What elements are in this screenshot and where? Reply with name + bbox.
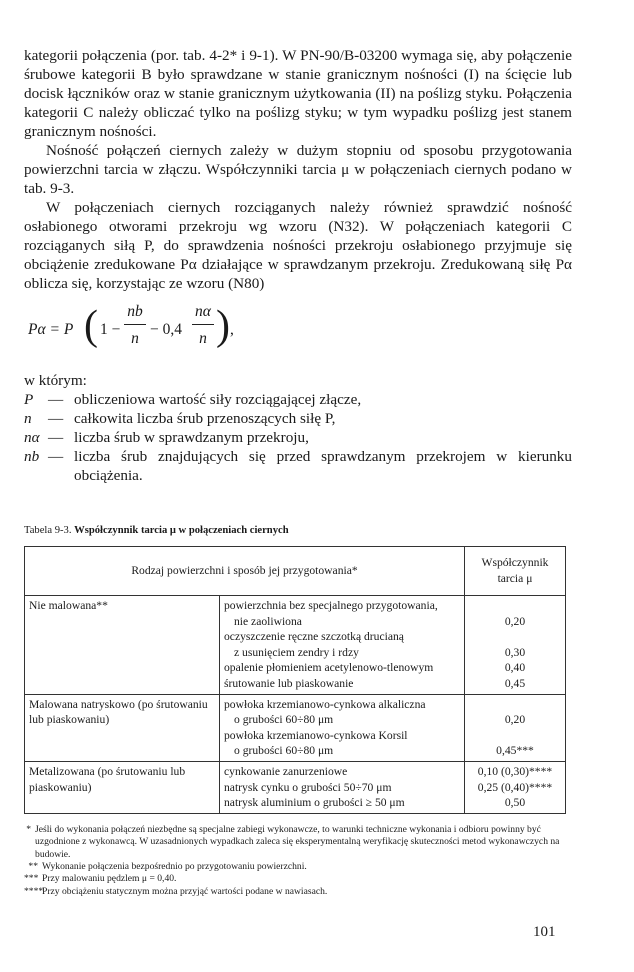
formula-n-denominator-2: n	[199, 330, 207, 347]
header-coefficient: Współczynnik tarcia μ	[465, 547, 566, 596]
legend-intro: w którym:	[24, 372, 87, 389]
header-surface-type: Rodzaj powierzchni i sposób jej przygotowania*	[25, 547, 465, 596]
footnote: ** Wykonanie połączenia bezpośrednio po przygotowaniu powierzchni.	[28, 860, 307, 872]
table-row	[25, 596, 566, 695]
legend-text: całkowita liczba śrub przenoszących siłę P,	[74, 410, 336, 427]
footnote: **** Przy obciążeniu statycznym można przyjąć wartości podane w nawiasach.	[24, 885, 328, 897]
table-header-row	[25, 547, 566, 596]
paragraph-2: Nośność połączeń ciernych zależy w dużym stopniu od sposobu przygotowania powierzchni tarcia w złączu. Współczynniki tarcia μ w połączeniach ciernych podano w tab. 9-3.	[24, 142, 572, 197]
row-group: Metalizowana (po śrutowaniu lub piaskowaniu)	[25, 761, 220, 813]
row-values: 0,20 0,30 0,40 0,45	[465, 596, 566, 695]
row-values: 0,20 0,45***	[465, 694, 566, 761]
legend-text: liczba śrub w sprawdzanym przekroju,	[74, 429, 309, 446]
legend-text: liczba śrub znajdujących się przed sprawdzanym przekrojem w kierunku obciążenia.	[74, 448, 572, 484]
table-caption	[24, 525, 572, 536]
symbol-legend	[24, 371, 572, 485]
legend-item: P — obliczeniowa wartość siły rozciągającej złącze,	[24, 390, 572, 409]
table-footnotes	[24, 824, 572, 898]
row-group: Nie malowana**	[25, 596, 220, 695]
formula-lhs: Pα = P	[28, 321, 74, 338]
legend-item: n — całkowita liczba śrub przenoszących siłę P,	[24, 409, 572, 428]
paragraph-3: W połączeniach ciernych rozciąganych należy również sprawdzić nośność osłabionego otworami przekroju wg wzoru (N32). W połączeniach kategorii C rozciąganych siłą P, do sprawdzenia nośności przekroju osłabionego przyjmuje się obciążenie zredukowane Pα działające w sprawdzanym przekroju. Zredukowaną siłę Pα oblicza się, korzystając ze wzoru (N80)	[24, 199, 572, 292]
formula-n-denominator-1: n	[131, 330, 139, 347]
footnote: * Jeśli do wykonania połączeń niezbędne są specjalne zabiegi wykonawcze, to warunki techniczne wykonania i odbioru powinny być uzgodnione z wykonawcą. W uzasadnionych wypadkach zaleca się eksperymentalną weryfikację skuteczności metod wykonawczych na budowie.	[26, 823, 560, 860]
legend-symbol: nα	[24, 429, 40, 446]
friction-coefficient-table	[24, 546, 566, 814]
table-label: Tabela 9-3.	[24, 525, 72, 536]
legend-text: obliczeniowa wartość siły rozciągającej złącze,	[74, 391, 362, 408]
footnote: *** Przy malowaniu pędzlem μ = 0,40.	[24, 873, 177, 885]
formula-comma: ,	[230, 321, 234, 338]
page-number: 101	[533, 924, 556, 940]
legend-symbol: P	[24, 391, 34, 408]
table-row	[25, 694, 566, 761]
formula-minus-coef: − 0,4	[150, 321, 182, 338]
paragraph-1: kategorii połączenia (por. tab. 4-2* i 9-1). W PN-90/B-03200 wymaga się, aby połączenie śrubowe kategorii B było sprawdzane w stanie granicznym nośności (I) na ścięcie lub docisk łączników oraz w stanie granicznym użytkowania (II) na poślizg styku. Połączenia kategorii C należy obliczać tylko na poślizg styku; w tym wypadku poślizg jest stanem granicznym nośności.	[24, 47, 572, 140]
row-values: 0,10 (0,30)**** 0,25 (0,40)**** 0,50	[465, 761, 566, 813]
legend-symbol: n	[24, 410, 32, 427]
formula-nb: nb	[127, 303, 143, 320]
page-content	[24, 46, 572, 898]
row-group: Malowana natryskowo (po śrutowaniu lub piaskowaniu)	[25, 694, 220, 761]
table-row	[25, 761, 566, 813]
formula-left-paren: (	[84, 303, 98, 349]
legend-item: nb — liczba śrub znajdujących się przed sprawdzanym przekrojem w kierunku obciążenia.	[24, 448, 572, 484]
formula-fraction-bar-1	[124, 324, 146, 325]
formula-one-minus: 1 −	[100, 321, 121, 338]
legend-item: nα — liczba śrub w sprawdzanym przekroju,	[24, 428, 572, 447]
formula-right-paren: )	[216, 303, 230, 349]
formula-fraction-bar-2	[192, 324, 214, 325]
row-methods: powłoka krzemianowo-cynkowa alkaliczna o grubości 60÷80 μm powłoka krzemianowo-cynkowa Korsil o grubości 60÷80 μm	[220, 694, 465, 761]
legend-symbol: nb	[24, 448, 40, 465]
table-title: Współczynnik tarcia μ w połączeniach ciernych	[74, 525, 289, 536]
formula-n80	[24, 297, 572, 369]
formula-na: nα	[195, 303, 211, 320]
row-methods: powierzchnia bez specjalnego przygotowania, nie zaoliwiona oczyszczenie ręczne szczotką drucianą z usunięciem zendry i rdzy opalenie płomieniem acetylenowo-tlenowym śrutowanie lub piaskowanie	[220, 596, 465, 695]
row-methods: cynkowanie zanurzeniowe natrysk cynku o grubości 50÷70 μm natrysk aluminium o grubości ≥ 50 μm	[220, 761, 465, 813]
